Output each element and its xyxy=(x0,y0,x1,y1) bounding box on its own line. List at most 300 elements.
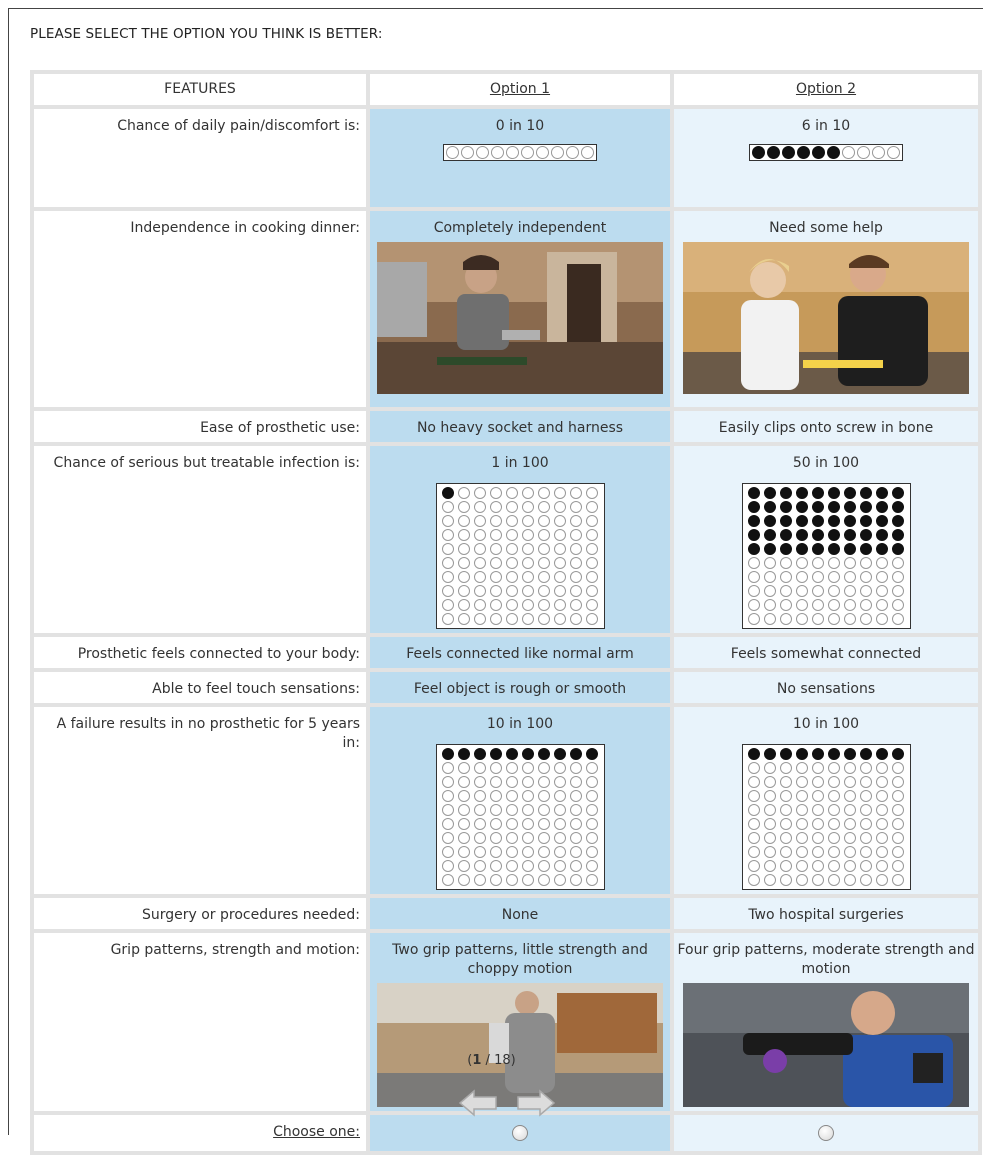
empty-face-icon xyxy=(812,762,824,774)
empty-face-icon xyxy=(796,860,808,872)
empty-face-icon xyxy=(844,762,856,774)
empty-face-icon xyxy=(812,613,824,625)
empty-face-icon xyxy=(764,832,776,844)
filled-face-icon xyxy=(812,487,824,499)
empty-face-icon xyxy=(748,804,760,816)
empty-face-icon xyxy=(491,146,504,159)
empty-face-icon xyxy=(876,832,888,844)
empty-face-icon xyxy=(442,599,454,611)
empty-face-icon xyxy=(570,613,582,625)
option1-cell: Feels connected like normal arm xyxy=(370,637,670,668)
filled-face-icon xyxy=(748,543,760,555)
empty-face-icon xyxy=(857,146,870,159)
empty-face-icon xyxy=(748,790,760,802)
empty-face-icon xyxy=(506,818,518,830)
empty-face-icon xyxy=(812,776,824,788)
empty-face-icon xyxy=(828,790,840,802)
filled-face-icon xyxy=(748,487,760,499)
filled-face-icon xyxy=(860,748,872,760)
empty-face-icon xyxy=(458,832,470,844)
empty-face-icon xyxy=(506,599,518,611)
empty-face-icon xyxy=(828,874,840,886)
empty-face-icon xyxy=(522,613,534,625)
empty-face-icon xyxy=(554,776,566,788)
empty-face-icon xyxy=(586,804,598,816)
empty-face-icon xyxy=(892,804,904,816)
empty-face-icon xyxy=(506,585,518,597)
empty-face-icon xyxy=(490,790,502,802)
empty-face-icon xyxy=(796,874,808,886)
filled-face-icon xyxy=(844,543,856,555)
empty-face-icon xyxy=(892,874,904,886)
empty-face-icon xyxy=(522,571,534,583)
empty-face-icon xyxy=(458,804,470,816)
empty-face-icon xyxy=(796,599,808,611)
pain-scale xyxy=(749,144,903,161)
empty-face-icon xyxy=(536,146,549,159)
filled-face-icon xyxy=(538,748,550,760)
option2-radio[interactable] xyxy=(818,1125,834,1141)
empty-face-icon xyxy=(538,790,550,802)
empty-face-icon xyxy=(828,557,840,569)
empty-face-icon xyxy=(506,846,518,858)
empty-face-icon xyxy=(812,790,824,802)
filled-face-icon xyxy=(764,543,776,555)
empty-face-icon xyxy=(474,846,486,858)
value-text: 6 in 10 xyxy=(801,118,851,134)
empty-face-icon xyxy=(458,790,470,802)
empty-face-icon xyxy=(748,860,760,872)
empty-face-icon xyxy=(442,613,454,625)
empty-face-icon xyxy=(570,501,582,513)
empty-face-icon xyxy=(474,874,486,886)
empty-face-icon xyxy=(474,832,486,844)
empty-face-icon xyxy=(522,776,534,788)
row-label: Chance of daily pain/discomfort is: xyxy=(34,109,366,207)
option1-header xyxy=(370,74,670,105)
empty-face-icon xyxy=(506,832,518,844)
empty-face-icon xyxy=(554,487,566,499)
empty-face-icon xyxy=(586,613,598,625)
empty-face-icon xyxy=(586,571,598,583)
empty-face-icon xyxy=(506,543,518,555)
filled-face-icon xyxy=(748,501,760,513)
empty-face-icon xyxy=(490,846,502,858)
empty-face-icon xyxy=(844,832,856,844)
empty-face-icon xyxy=(554,557,566,569)
choice-table xyxy=(30,70,982,1155)
empty-face-icon xyxy=(442,501,454,513)
empty-face-icon xyxy=(554,515,566,527)
empty-face-icon xyxy=(748,571,760,583)
empty-face-icon xyxy=(764,790,776,802)
filled-face-icon xyxy=(797,146,810,159)
empty-face-icon xyxy=(442,860,454,872)
empty-face-icon xyxy=(812,860,824,872)
empty-face-icon xyxy=(780,874,792,886)
empty-face-icon xyxy=(764,599,776,611)
empty-face-icon xyxy=(474,599,486,611)
empty-face-icon xyxy=(892,818,904,830)
empty-face-icon xyxy=(442,790,454,802)
empty-face-icon xyxy=(764,846,776,858)
empty-face-icon xyxy=(844,599,856,611)
empty-face-icon xyxy=(796,818,808,830)
value-text: 10 in 100 xyxy=(792,716,860,732)
filled-face-icon xyxy=(827,146,840,159)
empty-face-icon xyxy=(844,846,856,858)
empty-face-icon xyxy=(570,818,582,830)
empty-face-icon xyxy=(522,846,534,858)
empty-face-icon xyxy=(796,776,808,788)
empty-face-icon xyxy=(442,543,454,555)
empty-face-icon xyxy=(796,846,808,858)
empty-face-icon xyxy=(860,557,872,569)
empty-face-icon xyxy=(860,860,872,872)
empty-face-icon xyxy=(828,832,840,844)
empty-face-icon xyxy=(458,501,470,513)
empty-face-icon xyxy=(458,846,470,858)
filled-face-icon xyxy=(796,543,808,555)
filled-face-icon xyxy=(458,748,470,760)
empty-face-icon xyxy=(570,790,582,802)
filled-face-icon xyxy=(844,748,856,760)
empty-face-icon xyxy=(586,832,598,844)
empty-face-icon xyxy=(506,501,518,513)
empty-face-icon xyxy=(780,571,792,583)
empty-face-icon xyxy=(490,557,502,569)
empty-face-icon xyxy=(474,529,486,541)
empty-face-icon xyxy=(887,146,900,159)
empty-face-icon xyxy=(474,515,486,527)
empty-face-icon xyxy=(844,585,856,597)
empty-face-icon xyxy=(522,529,534,541)
option1-link[interactable]: Option 1 xyxy=(489,81,551,97)
row-touch xyxy=(34,672,978,703)
empty-face-icon xyxy=(586,860,598,872)
empty-face-icon xyxy=(586,515,598,527)
empty-face-icon xyxy=(442,529,454,541)
option2-cell: No sensations xyxy=(674,672,978,703)
filled-face-icon xyxy=(892,543,904,555)
value-text: 1 in 100 xyxy=(491,455,549,471)
empty-face-icon xyxy=(586,501,598,513)
empty-face-icon xyxy=(442,571,454,583)
empty-face-icon xyxy=(474,571,486,583)
empty-face-icon xyxy=(490,571,502,583)
filled-face-icon xyxy=(828,501,840,513)
empty-face-icon xyxy=(780,832,792,844)
filled-face-icon xyxy=(780,487,792,499)
empty-face-icon xyxy=(876,557,888,569)
empty-face-icon xyxy=(796,762,808,774)
empty-face-icon xyxy=(586,543,598,555)
row-failure xyxy=(34,707,978,894)
empty-face-icon xyxy=(812,571,824,583)
empty-face-icon xyxy=(844,818,856,830)
empty-face-icon xyxy=(506,860,518,872)
empty-face-icon xyxy=(554,501,566,513)
empty-face-icon xyxy=(538,571,550,583)
row-cooking xyxy=(34,211,978,407)
filled-face-icon xyxy=(522,748,534,760)
filled-face-icon xyxy=(860,529,872,541)
empty-face-icon xyxy=(554,874,566,886)
empty-face-icon xyxy=(828,818,840,830)
empty-face-icon xyxy=(764,762,776,774)
empty-face-icon xyxy=(522,860,534,872)
empty-face-icon xyxy=(538,529,550,541)
row-choose xyxy=(34,1115,978,1151)
empty-face-icon xyxy=(860,804,872,816)
empty-face-icon xyxy=(474,487,486,499)
filled-face-icon xyxy=(780,529,792,541)
empty-face-icon xyxy=(764,613,776,625)
row-label: Chance of serious but treatable infection is: xyxy=(34,446,366,633)
empty-face-icon xyxy=(876,874,888,886)
option2-cell xyxy=(674,211,978,407)
empty-face-icon xyxy=(506,557,518,569)
empty-face-icon xyxy=(570,599,582,611)
empty-face-icon xyxy=(554,543,566,555)
empty-face-icon xyxy=(570,776,582,788)
filled-face-icon xyxy=(844,515,856,527)
empty-face-icon xyxy=(586,818,598,830)
empty-face-icon xyxy=(474,557,486,569)
empty-face-icon xyxy=(506,776,518,788)
empty-face-icon xyxy=(506,874,518,886)
empty-face-icon xyxy=(458,599,470,611)
empty-face-icon xyxy=(876,571,888,583)
empty-face-icon xyxy=(474,585,486,597)
empty-face-icon xyxy=(748,776,760,788)
empty-face-icon xyxy=(458,543,470,555)
filled-face-icon xyxy=(812,146,825,159)
filled-face-icon xyxy=(796,529,808,541)
empty-face-icon xyxy=(554,860,566,872)
filled-face-icon xyxy=(860,543,872,555)
filled-face-icon xyxy=(748,529,760,541)
risk-grid xyxy=(742,744,911,890)
empty-face-icon xyxy=(538,818,550,830)
empty-face-icon xyxy=(828,585,840,597)
empty-face-icon xyxy=(458,776,470,788)
empty-face-icon xyxy=(876,818,888,830)
empty-face-icon xyxy=(490,613,502,625)
filled-face-icon xyxy=(764,748,776,760)
empty-face-icon xyxy=(458,860,470,872)
empty-face-icon xyxy=(442,846,454,858)
filled-face-icon xyxy=(828,515,840,527)
empty-face-icon xyxy=(860,818,872,830)
empty-face-icon xyxy=(521,146,534,159)
empty-face-icon xyxy=(860,874,872,886)
empty-face-icon xyxy=(538,543,550,555)
empty-face-icon xyxy=(474,818,486,830)
value-text: Four grip patterns, moderate strength and motion xyxy=(677,942,975,977)
empty-face-icon xyxy=(780,846,792,858)
empty-face-icon xyxy=(554,790,566,802)
empty-face-icon xyxy=(892,846,904,858)
empty-face-icon xyxy=(748,557,760,569)
empty-face-icon xyxy=(796,585,808,597)
value-text: 0 in 10 xyxy=(495,118,545,134)
pain-scale xyxy=(443,144,597,161)
header-row xyxy=(34,74,978,105)
filled-face-icon xyxy=(780,543,792,555)
empty-face-icon xyxy=(506,487,518,499)
empty-face-icon xyxy=(490,501,502,513)
empty-face-icon xyxy=(522,543,534,555)
empty-face-icon xyxy=(828,846,840,858)
empty-face-icon xyxy=(844,860,856,872)
empty-face-icon xyxy=(748,874,760,886)
empty-face-icon xyxy=(490,860,502,872)
filled-face-icon xyxy=(844,487,856,499)
empty-face-icon xyxy=(506,515,518,527)
empty-face-icon xyxy=(860,585,872,597)
empty-face-icon xyxy=(442,874,454,886)
empty-face-icon xyxy=(780,790,792,802)
empty-face-icon xyxy=(442,804,454,816)
empty-face-icon xyxy=(796,832,808,844)
filled-face-icon xyxy=(828,543,840,555)
empty-face-icon xyxy=(764,585,776,597)
filled-face-icon xyxy=(442,487,454,499)
option2-link[interactable]: Option 2 xyxy=(795,81,857,97)
empty-face-icon xyxy=(876,860,888,872)
empty-face-icon xyxy=(586,585,598,597)
empty-face-icon xyxy=(570,874,582,886)
filled-face-icon xyxy=(876,501,888,513)
arrow-right-icon[interactable] xyxy=(516,1088,556,1118)
empty-face-icon xyxy=(506,146,519,159)
empty-face-icon xyxy=(506,613,518,625)
empty-face-icon xyxy=(812,599,824,611)
filled-face-icon xyxy=(844,501,856,513)
empty-face-icon xyxy=(780,613,792,625)
row-surgery xyxy=(34,898,978,929)
empty-face-icon xyxy=(538,860,550,872)
cooking-photo-help xyxy=(683,242,969,394)
empty-face-icon xyxy=(490,487,502,499)
empty-face-icon xyxy=(586,487,598,499)
filled-face-icon xyxy=(860,515,872,527)
empty-face-icon xyxy=(522,599,534,611)
empty-face-icon xyxy=(538,585,550,597)
empty-face-icon xyxy=(554,762,566,774)
empty-face-icon xyxy=(522,487,534,499)
filled-face-icon xyxy=(490,748,502,760)
arrow-left-icon[interactable] xyxy=(458,1088,498,1118)
empty-face-icon xyxy=(764,874,776,886)
empty-face-icon xyxy=(812,818,824,830)
empty-face-icon xyxy=(892,832,904,844)
empty-face-icon xyxy=(442,762,454,774)
empty-face-icon xyxy=(570,487,582,499)
filled-face-icon xyxy=(570,748,582,760)
empty-face-icon xyxy=(876,762,888,774)
empty-face-icon xyxy=(876,599,888,611)
filled-face-icon xyxy=(748,515,760,527)
empty-face-icon xyxy=(538,557,550,569)
empty-face-icon xyxy=(748,585,760,597)
empty-face-icon xyxy=(764,776,776,788)
filled-face-icon xyxy=(767,146,780,159)
filled-face-icon xyxy=(844,529,856,541)
empty-face-icon xyxy=(506,762,518,774)
option2-cell xyxy=(674,109,978,207)
empty-face-icon xyxy=(458,571,470,583)
empty-face-icon xyxy=(522,585,534,597)
option2-cell xyxy=(674,1115,978,1151)
empty-face-icon xyxy=(442,585,454,597)
empty-face-icon xyxy=(490,762,502,774)
empty-face-icon xyxy=(812,557,824,569)
filled-face-icon xyxy=(812,501,824,513)
empty-face-icon xyxy=(892,557,904,569)
empty-face-icon xyxy=(490,818,502,830)
empty-face-icon xyxy=(586,599,598,611)
empty-face-icon xyxy=(844,613,856,625)
empty-face-icon xyxy=(586,529,598,541)
filled-face-icon xyxy=(796,748,808,760)
empty-face-icon xyxy=(828,776,840,788)
value-text: Two grip patterns, little strength and choppy motion xyxy=(392,942,648,977)
empty-face-icon xyxy=(490,599,502,611)
empty-face-icon xyxy=(860,571,872,583)
option2-header xyxy=(674,74,978,105)
empty-face-icon xyxy=(796,613,808,625)
empty-face-icon xyxy=(796,571,808,583)
filled-face-icon xyxy=(796,501,808,513)
option2-cell: Two hospital surgeries xyxy=(674,898,978,929)
row-ease xyxy=(34,411,978,442)
empty-face-icon xyxy=(570,804,582,816)
empty-face-icon xyxy=(446,146,459,159)
empty-face-icon xyxy=(828,571,840,583)
row-label: Prosthetic feels connected to your body: xyxy=(34,637,366,668)
empty-face-icon xyxy=(892,613,904,625)
empty-face-icon xyxy=(860,776,872,788)
value-text: Need some help xyxy=(769,220,883,236)
empty-face-icon xyxy=(458,585,470,597)
empty-face-icon xyxy=(860,846,872,858)
option1-radio[interactable] xyxy=(512,1125,528,1141)
empty-face-icon xyxy=(876,846,888,858)
empty-face-icon xyxy=(828,613,840,625)
empty-face-icon xyxy=(796,790,808,802)
empty-face-icon xyxy=(442,832,454,844)
empty-face-icon xyxy=(892,776,904,788)
empty-face-icon xyxy=(538,501,550,513)
empty-face-icon xyxy=(844,776,856,788)
empty-face-icon xyxy=(474,860,486,872)
empty-face-icon xyxy=(522,818,534,830)
empty-face-icon xyxy=(554,599,566,611)
empty-face-icon xyxy=(458,515,470,527)
filled-face-icon xyxy=(876,543,888,555)
empty-face-icon xyxy=(748,832,760,844)
filled-face-icon xyxy=(752,146,765,159)
filled-face-icon xyxy=(892,529,904,541)
value-text: Completely independent xyxy=(433,220,607,236)
empty-face-icon xyxy=(506,804,518,816)
empty-face-icon xyxy=(892,790,904,802)
empty-face-icon xyxy=(490,529,502,541)
empty-face-icon xyxy=(554,613,566,625)
empty-face-icon xyxy=(892,585,904,597)
